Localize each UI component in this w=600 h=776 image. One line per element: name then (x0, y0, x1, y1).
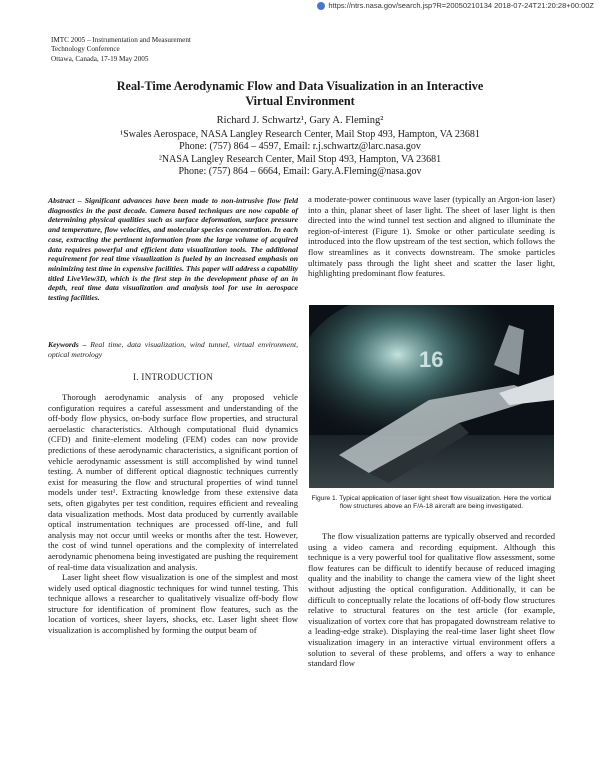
wind-tunnel-photo-graphic (309, 305, 554, 488)
keywords-text: Real time, data visualization, wind tunnel, virtual environment, optical metrology (48, 340, 299, 359)
introduction-body (48, 392, 298, 636)
figure-1-photo (309, 305, 554, 488)
author-names: Richard J. Schwartz¹, Gary A. Fleming² (216, 115, 384, 126)
conference-line-2: Technology Conference (51, 45, 120, 54)
paper-title (40, 79, 560, 109)
conference-header (51, 36, 191, 64)
abstract-text: Significant advances have been made to non-intrusive flow field diagnostics in the past decade. Camera based techniques are now capable of determining physical qualities such as surface deformation, surface pressure and temperature, flow velocities, and molecular species concentration. In each case, extracting the pertinent information from the large volume of acquired data requires powerful and efficient data visualization tools. The additional requirement for real time visualization is fueled by an increased emphasis on minimizing test time in expensive facilities. This paper will address a capability titled LiveView3D, which is the first step in the development phase of an in depth, real time data visualization and analysis tool for use in aerospace testing facilities. (48, 196, 298, 303)
model-number-label: 16 (419, 347, 444, 372)
contact-2: Phone: (757) 864 – 6664, Email: Gary.A.Fleming@nasa.gov (178, 166, 422, 177)
affiliation-1: ¹Swales Aerospace, NASA Langley Research Center, Mail Stop 493, Hampton, VA 23681 (120, 128, 480, 140)
intro-paragraph-1: Thorough aerodynamic analysis of any proposed vehicle configuration requires a careful assessment and understanding of the off-body flow physics, on-body surface flow properties, and structural aeroelastic characteristics. Although computational fluid dynamics (CFD) and finite-element modeling (FEM) codes can now provide predictions of these aerodynamic characteristics, a significant portion of vehicle aerodynamic assessment is still accomplished by wind tunnel testing. A number of different optical diagnostic techniques currently exist for measuring the flow and structural properties of wind tunnel models under test¹. Extracting knowledge from these extensive data sets, often gigabytes per test condition, requires efficient and revealing data visualization methods. Most data produced by currently available optical instrumentation techniques are processed off-line, and full analysis may not occur until weeks or months after the test. However, the cost of wind tunnel operations and the complexity of interrelated aerodynamic phenomena being investigated are pushing the requirement of real-time data visualization and analysis. (48, 392, 298, 572)
source-stamp-text: https://ntrs.nasa.gov/search.jsp?R=20050210134 2018-07-24T21:20:28+00:00Z (328, 1, 594, 10)
contact-1: Phone: (757) 864 – 4597, Email: r.j.schwartz@larc.nasa.gov (179, 141, 421, 152)
abstract-label: Abstract – (48, 196, 82, 205)
keywords-label: Keywords – (48, 340, 87, 349)
figure-1-caption: Figure 1. Typical application of laser light sheet flow visualization. Here the vortical flow structures above an F/A-18 aircraft are being investigated. (311, 495, 552, 511)
abstract (48, 196, 298, 303)
intro-paragraph-2: Laser light sheet flow visualization is one of the simplest and most widely used optical diagnostic techniques for wind tunnel testing. This technique allows a researcher to qualitatively visualize off-body flow structure for identification of prominent flow features, such as the location of vortices, sheer layers, shocks, etc. Laser light sheet flow visualization is accomplished by forming the output beam of (48, 572, 298, 636)
right-column-paragraph-2 (308, 531, 555, 669)
affiliation-2: ²NASA Langley Research Center, Mail Stop 493, Hampton, VA 23681 (158, 153, 442, 165)
conference-line-1: IMTC 2005 – Instrumentation and Measurement (51, 36, 191, 44)
title-line-1: Real-Time Aerodynamic Flow and Data Visualization in an Interactive (116, 79, 484, 93)
right-column-paragraph-1: a moderate-power continuous wave laser (typically an Argon-ion laser) into a thin, planar sheet of laser light. The sheet of laser light is then directed into the wind tunnel test section and aligned to illuminate the region-of-interest (Figure 1). Smoke or other particulate seeding is introduced into the flow upstream of the test section, which follows the flow streamlines as it convects downstream. The smoke particles ultimately pass through the light sheet and scatter the laser light, highlighting predominant flow features. (308, 194, 555, 279)
title-line-2: Virtual Environment (245, 94, 355, 108)
conference-line-3: Ottawa, Canada, 17-19 May 2005 (51, 54, 149, 63)
keywords (48, 340, 298, 359)
source-stamp[interactable] (317, 1, 594, 10)
right-paragraph-2-text: The flow visualization patterns are typically observed and recorded using a video camera and recording equipment. Although this technique is a very powerful tool for qualitative flow assessment, some flow features can be difficult to identify because of reduced imaging quality and the inability to change the camera view of the light sheet without adjusting the optical configuration. Additionally, it can be difficult to conceptually relate the locations of off-body flow structures relative to structural features on the test article (for example, visualization of vortex core that has propagated downstream relative to a leading-edge strake). Displaying the real-time laser light sheet flow visualization imagery in an interactive virtual environment offers a solution to several of these problems, and offers a way to enhance standard flow (308, 531, 555, 669)
section-heading-introduction: I. INTRODUCTION (133, 372, 213, 382)
author-block (40, 115, 560, 179)
link-icon (317, 2, 325, 10)
